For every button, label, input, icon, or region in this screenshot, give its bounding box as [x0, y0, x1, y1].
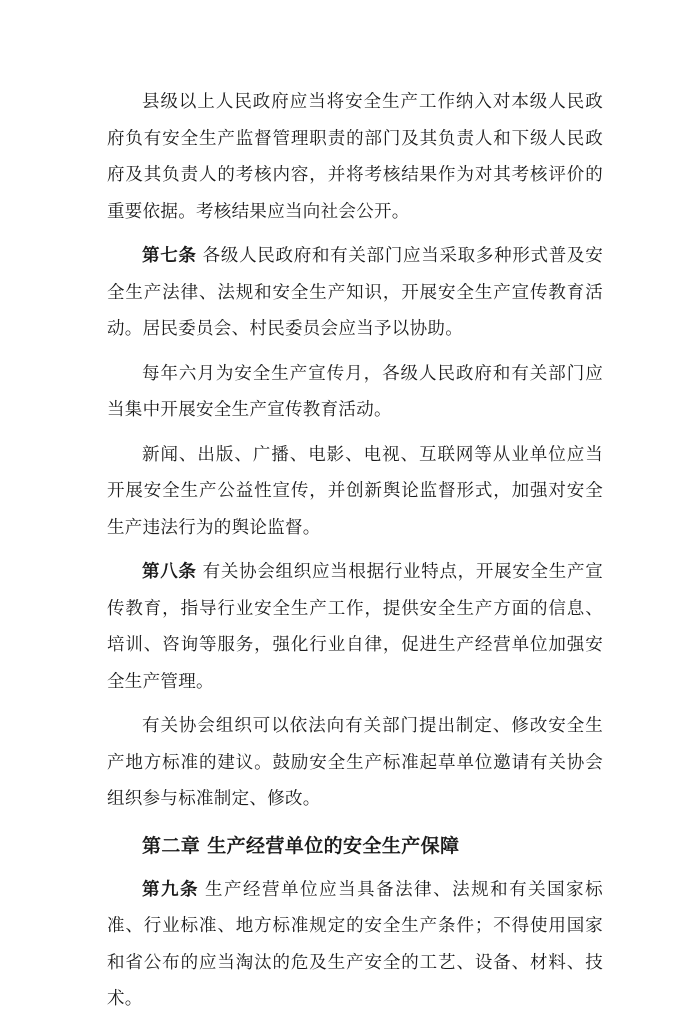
- paragraph: [107, 437, 603, 547]
- paragraph-text: 有关协会组织应当根据行业特点，开展安全生产宣传教育，指导行业安全生产工作，提供安全生产方面的信息、培训、咨询等服务，强化行业自律，促进生产经营单位加强安全生产管理。: [107, 562, 603, 692]
- paragraph: [107, 356, 603, 429]
- paragraph: [107, 84, 603, 230]
- paragraph: [107, 238, 603, 348]
- paragraph-text: 有关协会组织可以依法向有关部门提出制定、修改安全生产地方标准的建议。鼓励安全生产标准起草单位邀请有关协会组织参与标准制定、修改。: [107, 716, 603, 809]
- paragraph-text: 生产经营单位应当具备法律、法规和有关国家标准、行业标准、地方标准规定的安全生产条件；不得使用国家和省公布的应当淘汰的危及生产安全的工艺、设备、材料、技术。: [107, 879, 603, 1009]
- paragraph: [107, 872, 603, 1018]
- chapter-heading: 第二章 生产经营单位的安全生产保障: [142, 834, 460, 857]
- paragraph-text: 各级人民政府和有关部门应当采取多种形式普及安全生产法律、法规和安全生产知识，开展安全生产宣传教育活动。居民委员会、村民委员会应当予以协助。: [107, 246, 603, 339]
- article-number: 第七条: [142, 246, 197, 266]
- paragraph: [107, 554, 603, 700]
- paragraph-text: 每年六月为安全生产宣传月，各级人民政府和有关部门应当集中开展安全生产宣传教育活动。: [107, 363, 603, 420]
- paragraph-text: 县级以上人民政府应当将安全生产工作纳入对本级人民政府负有安全生产监督管理职责的部门及其负责人和下级人民政府及其负责人的考核内容，并将考核结果作为对其考核评价的重要依据。考核结果应当向社会公开。: [107, 92, 603, 222]
- article-number: 第八条: [142, 562, 197, 582]
- article-number: 第九条: [142, 879, 200, 900]
- paragraph: [107, 708, 603, 818]
- paragraph-text: 新闻、出版、广播、电影、电视、互联网等从业单位应当开展安全生产公益性宣传，并创新舆论监督形式，加强对安全生产违法行为的舆论监督。: [107, 444, 603, 538]
